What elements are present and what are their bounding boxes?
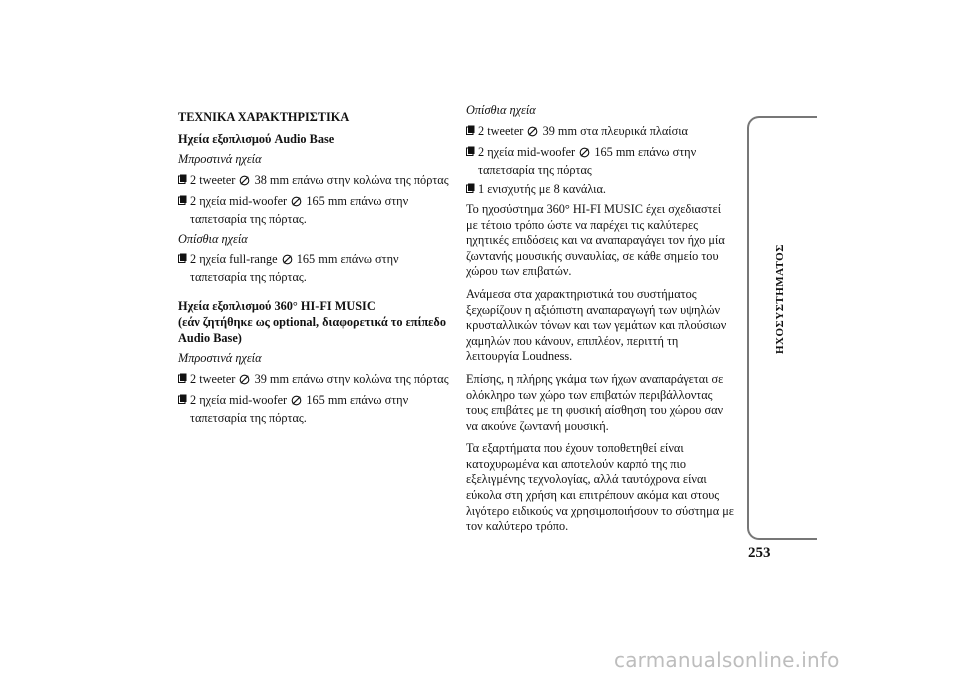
bullet-text: 1 ενισχυτής με 8 κανάλια. xyxy=(478,182,606,197)
base-rear-list xyxy=(178,252,456,285)
bullet-text: 2 ηχεία mid-woofer xyxy=(478,145,576,160)
base-front-list xyxy=(178,173,456,228)
hifi-rear-speakers-label: Οπίσθια ηχεία xyxy=(466,103,536,117)
bullet-continuation: ταπετσαρία της πόρτας. xyxy=(190,410,307,425)
bullet-text-detail: 165 mm επάνω στην xyxy=(296,252,399,267)
paragraph-features: Ανάμεσα στα χαρακτηριστικά του συστήματος ξεχωρίζουν η αξιόπιστη αναπαραγωγή των υψηλών κρυσταλλικών τόνων και των γεμάτων και πλούσιων χαμηλών που κάνουν, επιπλέον, περιττή τη λειτουργία Loudness. xyxy=(466,286,727,364)
chapter-side-tab-label: ΗΧΟΣΥΣΤΗΜΑΤΟΣ xyxy=(774,244,786,354)
hifi-heading-line2: (εάν ζητήθηκε ως optional, διαφορετικά το επίπεδο xyxy=(178,314,446,329)
bullet-item xyxy=(178,252,456,285)
rear-speakers-label: Οπίσθια ηχεία xyxy=(178,231,248,246)
section-title: ΤΕΧΝΙΚΑ ΧΑΡΑΚΤΗΡΙΣΤΙΚΑ xyxy=(178,110,350,124)
checkbox-bullet-icon xyxy=(178,252,187,268)
hifi-heading-line1: Ηχεία εξοπλισμού 360° HI-FI MUSIC xyxy=(178,299,376,314)
hifi-front-speakers-label: Μπροστινά ηχεία xyxy=(178,351,262,366)
hifi-rear-list xyxy=(466,124,746,198)
paragraph-components: Τα εξαρτήματα που έχουν τοποθετηθεί είναι κατοχυρωμένα και αποτελούν καρπό της πιο εξελιγμένης τεχνολογίας, αλλά ταυτόχρονα είναι εύκολα στη χρήση και επιτρέπουν ακόμα και στους λιγότερο ειδικούς να χρησιμοποιήσουν το σύστημα με τον καλύτερο τρόπο. xyxy=(466,441,734,534)
bullet-continuation: ταπετσαρία της πόρτας xyxy=(478,162,592,177)
right-column xyxy=(466,103,746,542)
bullet-text: 2 tweeter xyxy=(190,172,236,187)
bullet-item xyxy=(466,145,746,178)
diameter-icon xyxy=(282,254,293,270)
bullet-text-detail: 165 mm επάνω στην xyxy=(306,194,409,209)
bullet-continuation: ταπετσαρία της πόρτας. xyxy=(190,211,307,226)
checkbox-bullet-icon xyxy=(178,393,187,409)
bullet-text: 2 tweeter xyxy=(190,371,236,386)
bullet-item xyxy=(466,182,746,198)
checkbox-bullet-icon xyxy=(466,124,475,140)
left-column xyxy=(178,110,456,431)
checkbox-bullet-icon xyxy=(178,194,187,210)
front-speakers-label: Μπροστινά ηχεία xyxy=(178,152,262,167)
bullet-text: 2 ηχεία mid-woofer xyxy=(190,393,288,408)
bullet-text: 2 tweeter xyxy=(478,123,524,138)
checkbox-bullet-icon xyxy=(178,372,187,388)
bullet-text: 2 ηχεία mid-woofer xyxy=(190,194,288,209)
diameter-icon xyxy=(579,147,590,163)
hifi-heading-line3: Audio Base) xyxy=(178,330,242,345)
bullet-text-detail: 39 mm στα πλευρικά πλαίσια xyxy=(542,123,688,138)
hifi-front-list xyxy=(178,372,456,427)
bullet-text-detail: 165 mm επάνω στην xyxy=(306,393,409,408)
checkbox-bullet-icon xyxy=(466,182,475,198)
bullet-text-detail: 38 mm επάνω στην κολώνα της πόρτας xyxy=(254,172,449,187)
bullet-continuation: ταπετσαρία της πόρτας. xyxy=(190,269,307,284)
diameter-icon xyxy=(239,374,250,390)
diameter-icon xyxy=(291,395,302,411)
bullet-item xyxy=(466,124,746,142)
page-number: 253 xyxy=(748,545,771,561)
checkbox-bullet-icon xyxy=(178,173,187,189)
paragraph-sound-range: Επίσης, η πλήρης γκάμα των ήχων αναπαράγεται σε ολόκληρο των χώρο των επιβατών περιβάλλοντας τους επιβάτες με τη φυσική αίσθηση του χώρου σαν να ακούνε ζωντανή μουσική. xyxy=(466,371,724,433)
diameter-icon xyxy=(527,126,538,142)
bullet-item xyxy=(178,194,456,227)
bullet-item xyxy=(178,372,456,390)
bullet-item xyxy=(178,173,456,191)
bullet-text-detail: 165 mm επάνω στην xyxy=(594,145,697,160)
checkbox-bullet-icon xyxy=(466,145,475,161)
bullet-text-detail: 39 mm επάνω στην κολώνα της πόρτας xyxy=(254,371,449,386)
diameter-icon xyxy=(239,175,250,191)
diameter-icon xyxy=(291,196,302,212)
bullet-item xyxy=(178,393,456,426)
paragraph-intro: Το ηχοσύστημα 360° HI-FI MUSIC έχει σχεδιαστεί με τέτοιο τρόπο ώστε να παρέχει τις καλύτερες ηχητικές επιδόσεις και να αναπαραγάγει τον ήχο μία ζωντανής μουσικής συναυλίας, σε κάθε σημείο του χώρου των επιβατών. xyxy=(466,201,725,279)
watermark: carmanualsonline.info xyxy=(614,648,840,672)
audio-base-heading: Ηχεία εξοπλισμού Audio Base xyxy=(178,131,335,146)
bullet-text: 2 ηχεία full-range xyxy=(190,252,278,267)
